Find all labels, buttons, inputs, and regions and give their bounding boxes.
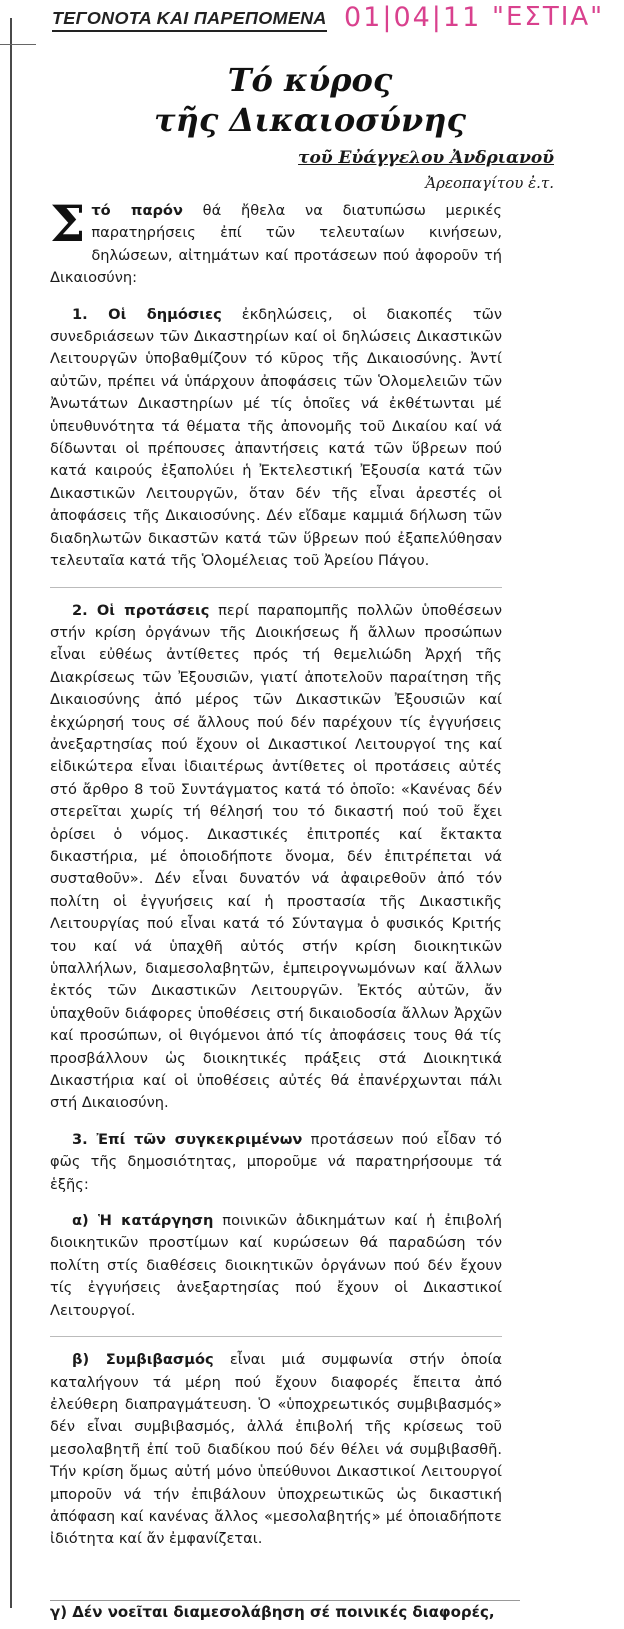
handwritten-date: 01|04|11	[344, 2, 482, 33]
drop-cap: Σ	[50, 194, 86, 253]
intro-paragraph	[50, 194, 502, 290]
paragraph-b	[50, 1349, 502, 1551]
intro-text: θά ἤθελα να διατυπώσω μερικές παρατηρήσεις ἐπί τῶν τελευταίων κινήσεων, δηλώσεων, αἰτημάτων καί προτάσεων πού ἀφοροῦν τή Δικαιοσύνη:	[50, 202, 502, 287]
paragraph-3	[50, 1129, 502, 1196]
paragraph-3-lead: 3. Ἐπί τῶν συγκεκριμένων	[72, 1130, 303, 1148]
paragraph-a-lead: α) Ἡ κατάργηση	[72, 1212, 214, 1230]
paragraph-1	[50, 304, 502, 573]
article-title	[130, 60, 490, 140]
article-body	[50, 194, 503, 1565]
paragraph-1-lead: 1. Οἱ δημόσιες	[72, 305, 222, 323]
paragraph-1-text: ἐκδηλώσεις, οἱ διακοπές τῶν συνεδριάσεων τῶν Δικαστηρίων καί οἱ δηλώσεις Δικαστικῶν Λειτουργῶν ὑποβαθμίζουν τό κῦρος τῆς Δικαιοσύνης. Ἀντί αὐτῶν, πρέπει νά ὑπάρχουν ἀποφάσεις τῶν Ὁλομελειῶν τῶν Ἀνωτάτων Δικαστηρίων μέ τίς ὁποῖες νά ἐκθέτωνται μέ ὑπευθυνότητα τά θέματα τῆς ἀπονομῆς τοῦ Δικαίου καί νά δίδωνται οἱ πρέπουσες ἀπαντήσεις κατά τῶν ὕβρεων πού κατά καιρούς ἐξαπολύει ἡ Ἐκτελεστική Ἐξουσία κατά τῶν Δικαστικῶν Λειτουργῶν, ὅταν δέν τῆς εἶναι ἀρεστές οἱ ἀποφάσεις τῆς Δικαιοσύνης. Δέν εἴδαμε καμμιά δήλωση τῶν διαδηλωτῶν δικαστῶν κατά τῶν ὕβρεων πού ἐξαπελύθησαν τελευταῖα κατά τῆς Ὁλομέλειας τοῦ Ἀρείου Πάγου.	[50, 305, 502, 570]
paragraph-2-lead: 2. Οἱ προτάσεις	[72, 601, 210, 619]
margin-tick	[0, 44, 36, 45]
paragraph-b-text: εἶναι μιά συμφωνία στήν ὁποία καταλήγουν τά μέρη πού ἔχουν διαφορές ἔπειτα ἀπό ἐλεύθερη διαπραγμάτευση. Ὁ «ὑποχρεωτικός συμβιβασμός» δέν εἶναι συμβιβασμός, ἀλλά ἐπιβολή τῆς κρίσεως τοῦ μεσολαβητῆ ἐπί τοῦ διαδίκου πού δέν θέλει νά συμβιβασθῆ. Τήν κρίση ὅμως αὐτή μόνο ὑπεύθυνοι Δικαστικοί Λειτουργοί μποροῦν νά τήν ἐπιβάλουν ὑποχρεωτικῶς ὡς δικαστική ἀπόφαση καί κανένας ἄλλος «μεσολαβητής» μέ ὁποιαδήποτε ἰδιότητα καί ἄν ἐμφανίζεται.	[50, 1351, 502, 1548]
title-line-2: τῆς Δικαιοσύνης	[154, 101, 466, 139]
page-margin-rule	[10, 18, 12, 1608]
author-role: Ἀρεοπαγίτου ἐ.τ.	[425, 174, 554, 192]
author-name: τοῦ Εὐάγγελου Ἀνδριανοῦ	[298, 148, 554, 168]
paragraph-divider	[50, 587, 502, 588]
paragraph-c-partial: γ) Δέν νοεῖται διαμεσολάβηση σέ ποινικές διαφορές,	[50, 1600, 520, 1621]
paragraph-divider	[50, 1336, 502, 1337]
page-header	[52, 2, 612, 40]
paragraph-2	[50, 600, 502, 1115]
paragraph-a	[50, 1210, 502, 1322]
intro-lead: τό παρόν	[91, 202, 183, 219]
paragraph-b-lead: β) Συμβιβασμός	[72, 1351, 214, 1369]
paragraph-a-text: ποινικῶν ἀδικημάτων καί ἡ ἐπιβολή διοικητικῶν προστίμων καί κυρώσεων θά παραδώση τόν πολίτη στίς διαθέσεις διοικητικῶν ὀργάνων πού δέν ἔχουν τίς ἐγγυήσεις ἀνεξαρτησίας πού ἔχουν οἱ Δικαστικοί Λειτουργοί.	[50, 1212, 502, 1319]
section-label: ΤΕΓΟΝΟΤΑ ΚΑΙ ΠΑΡΕΠΟΜΕΝΑ	[52, 8, 327, 32]
paragraph-3-text: προτάσεων πού εἶδαν τό φῶς τῆς δημοσιότητας, μποροῦμε νά παρατηρήσουμε τά ἑξῆς:	[50, 1130, 502, 1193]
handwritten-source: "ΕΣΤΙΑ"	[492, 2, 605, 32]
title-line-1: Τό κύρος	[227, 61, 393, 99]
paragraph-2-text: περί παραπομπῆς πολλῶν ὑποθέσεων στήν κρίση ὀργάνων τῆς Διοικήσεως ἤ ἄλλων προσώπων εἶναι εὐθέως ἀντίθετες πρός τή θεμελιώδη Ἀρχή τῆς Διακρίσεως τῶν Ἐξουσιῶν, γιατί ἀποτελοῦν παραίτηση τῆς Δικαιοσύνης ἀπό μέρος τῶν Δικαστικῶν Ἐξουσιῶν καί ἐκχώρησή τους σέ ἄλλους πού δέν παρέχουν τίς ἐγγυήσεις ἀνεξαρτησίας πού ἔχουν οἱ Δικαστικοί Λειτουργοί της καί εἰδικώτερα εἶναι ἰδιαιτέρως ἀντίθετες οἱ προτάσεις αὐτές στό ἄρθρο 8 τοῦ Συντάγματος κατά τό ὁποῖο: «Κανένας δέν στερεῖται χωρίς τή θέλησή του τό δικαστή πού τοῦ ἔχει ὁρίσει ὁ νόμος. Δικαστικές ἐπιτροπές καί ἔκτακτα δικαστήρια, μέ ὁποιοδήποτε ὄνομα, δέν ἐπιτρέπεται νά συσταθοῦν». Δέν εἶναι δυνατόν νά ἀφαιρεθοῦν ἀπό τόν πολίτη οἱ ἐγγυήσεις καί ἡ προστασία τῆς Δικαστικῆς Λειτουργίας πού εἶναι κατά τό Σύνταγμα ὁ φυσικός Κριτής του καί νά ὑπαχθῆ αὐτός στήν κρίση διοικητικῶν ὑπαλλήλων, διαμεσολαβητῶν, ἐμπειρογνωμόνων καί ἄλλων ἐκτός τῶν Δικαστικῶν Λειτουργῶν. Ἐκτός αὐτῶν, ἄν ὑπαχθοῦν διάφορες ὑποθέσεις στή δικαιοδοσία ἄλλων Ἀρχῶν καί προσώπων, οἱ θιγόμενοι ἀπό τίς ἀποφάσεις τους θά τίς προσβάλλουν ὡς διοικητικές πράξεις στά Διοικητικά Δικαστήρια καί οἱ ὑποθέσεις αὐτές θά ἐπανέρχωνται πάλι στή Δικαιοσύνη.	[50, 601, 503, 1112]
